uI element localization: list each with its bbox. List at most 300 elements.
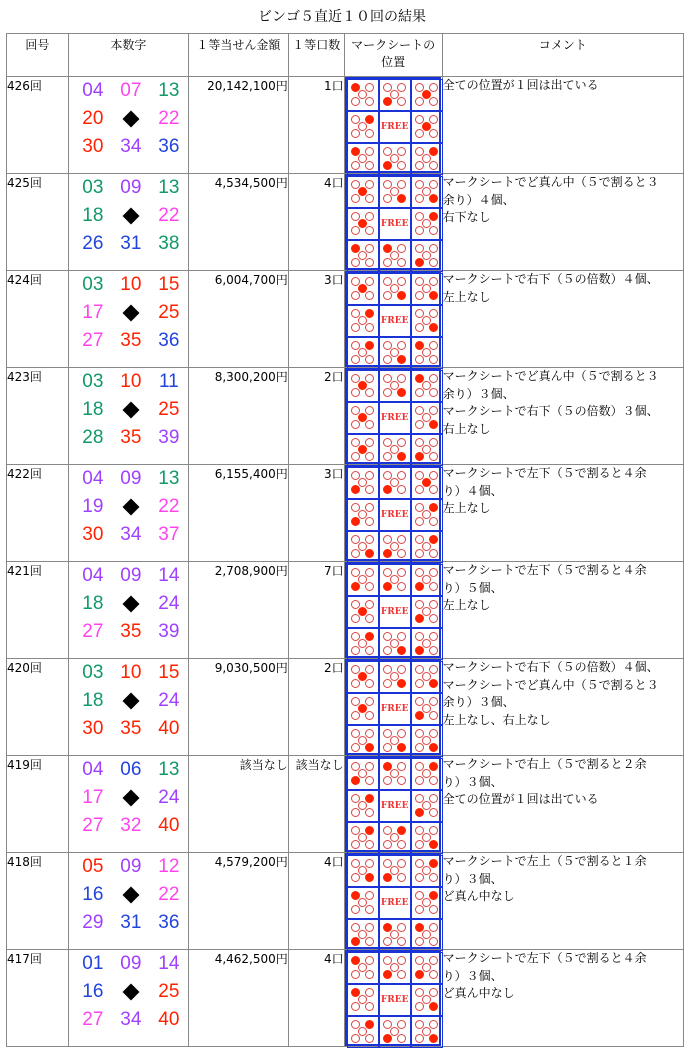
comment-cell	[442, 756, 683, 853]
mark-circle	[415, 388, 424, 397]
mark-circle	[429, 517, 438, 526]
mark-circle-center	[390, 187, 399, 196]
mark-circle-center	[390, 930, 399, 939]
comment-cell	[442, 368, 683, 465]
mark-circle	[397, 549, 406, 558]
mark-circle	[429, 582, 438, 591]
comment-line: 右上なし	[442, 421, 491, 436]
marksheet-grid	[345, 368, 441, 464]
mark-circle	[429, 549, 438, 558]
comment-line: 左上なし	[442, 598, 491, 612]
comment-line: り）５個、	[442, 580, 503, 595]
result-row	[7, 271, 684, 368]
drawn-number: 09	[120, 177, 142, 198]
mark-circle	[365, 600, 374, 609]
marksheet-grid	[345, 77, 441, 173]
mark-circle	[397, 956, 406, 965]
mark-circle	[429, 244, 438, 253]
mark-square	[347, 208, 379, 240]
drawn-number: 26	[82, 233, 104, 254]
drawn-number: 18	[82, 205, 104, 226]
mark-circle	[365, 646, 374, 655]
comment-line: マークシートで右下（５の倍数）３個、	[442, 404, 659, 418]
mark-circle	[365, 517, 374, 526]
mark-circle-center	[390, 769, 399, 778]
mark-circle-center	[422, 187, 431, 196]
mark-square	[411, 434, 443, 466]
drawn-number: 40	[158, 718, 180, 739]
mark-circle	[429, 762, 438, 771]
mark-circle-center	[390, 381, 399, 390]
mark-circle	[415, 905, 424, 914]
mark-square	[411, 790, 443, 822]
round-cell: 423回	[7, 368, 69, 465]
mark-square	[411, 240, 443, 272]
mark-circle	[351, 711, 360, 720]
free-square: FREE	[379, 887, 411, 919]
mark-square	[411, 337, 443, 369]
mark-square	[347, 273, 379, 305]
mark-circle	[365, 632, 374, 641]
mark-circle	[429, 374, 438, 383]
free-square: FREE	[379, 596, 411, 628]
mark-circle	[351, 873, 360, 882]
drawn-number: 34	[120, 524, 142, 545]
comment-line: 左上なし	[442, 501, 491, 515]
mark-circle	[365, 873, 374, 882]
mark-circle	[429, 840, 438, 849]
mark-square	[347, 855, 379, 887]
winner-count-cell: 該当なし	[288, 756, 344, 853]
drawn-number: 27	[82, 1009, 104, 1030]
prize-cell: 2,708,900円	[188, 562, 288, 659]
mark-circle	[365, 549, 374, 558]
mark-circle	[365, 97, 374, 106]
free-square: FREE	[379, 984, 411, 1016]
mark-circle	[365, 808, 374, 817]
mark-circle	[429, 891, 438, 900]
mark-circle	[365, 406, 374, 415]
comment-line: マークシートで左下（５で割ると４余	[442, 951, 647, 965]
comment-line: 余り）４個、	[442, 192, 515, 207]
mark-circle	[429, 194, 438, 203]
marksheet-grid	[345, 465, 441, 561]
mark-circle	[383, 355, 392, 364]
mark-circle-center	[422, 575, 431, 584]
marksheet-cell	[344, 368, 442, 465]
mark-circle	[365, 891, 374, 900]
mark-circle	[351, 129, 360, 138]
marksheet-cell	[344, 77, 442, 174]
drawn-number: 10	[120, 371, 142, 392]
mark-circle	[365, 212, 374, 221]
mark-circle-center	[422, 930, 431, 939]
winner-count-cell: 4口	[288, 174, 344, 271]
mark-circle-center	[390, 542, 399, 551]
mark-circle-center	[390, 90, 399, 99]
mark-circle-center	[358, 90, 367, 99]
mark-circle	[415, 840, 424, 849]
mark-circle	[351, 776, 360, 785]
drawn-number: 27	[82, 815, 104, 836]
mark-circle-center	[422, 381, 431, 390]
marksheet-cell	[344, 174, 442, 271]
mark-circle	[397, 859, 406, 868]
mark-circle	[365, 859, 374, 868]
mark-circle	[429, 697, 438, 706]
mark-circle	[429, 956, 438, 965]
mark-circle	[383, 776, 392, 785]
mark-circle	[397, 194, 406, 203]
mark-circle	[429, 212, 438, 221]
mark-circle-center	[358, 219, 367, 228]
free-square: FREE	[379, 693, 411, 725]
mark-circle	[397, 97, 406, 106]
mark-circle	[351, 226, 360, 235]
mark-circle	[365, 161, 374, 170]
marksheet-grid	[345, 659, 441, 755]
mark-circle	[415, 614, 424, 623]
mark-circle	[415, 258, 424, 267]
mark-circle	[415, 129, 424, 138]
comment-line: ど真ん中なし	[442, 889, 515, 903]
mark-circle	[415, 937, 424, 946]
comment-line: マークシートで左下（５で割ると４余	[442, 466, 647, 480]
mark-square	[379, 628, 411, 660]
result-row	[7, 562, 684, 659]
mark-circle	[365, 840, 374, 849]
mark-circle	[383, 194, 392, 203]
mark-circle	[397, 679, 406, 688]
comment-line: 余り）３個、	[442, 695, 515, 709]
mark-square	[379, 661, 411, 693]
mark-circle	[365, 582, 374, 591]
mark-square	[347, 531, 379, 563]
mark-circle-center	[422, 445, 431, 454]
free-square: FREE	[379, 790, 411, 822]
prize-cell: 4,462,500円	[188, 950, 288, 1047]
mark-circle	[429, 679, 438, 688]
result-row	[7, 77, 684, 174]
drawn-number: 36	[158, 136, 180, 157]
mark-circle	[351, 1034, 360, 1043]
header-round: 回号	[7, 34, 69, 77]
drawn-number: 25	[158, 399, 180, 420]
mark-square	[411, 499, 443, 531]
numbers-cell	[68, 465, 188, 562]
mark-square	[347, 434, 379, 466]
drawn-number: 18	[82, 593, 104, 614]
mark-circle	[429, 905, 438, 914]
mark-circle	[429, 826, 438, 835]
mark-circle	[397, 485, 406, 494]
mark-circle-center	[358, 251, 367, 260]
mark-circle	[397, 83, 406, 92]
drawn-number: 14	[158, 565, 180, 586]
prize-cell: 6,155,400円	[188, 465, 288, 562]
mark-square	[411, 370, 443, 402]
drawn-number: 09	[120, 565, 142, 586]
mark-circle	[351, 323, 360, 332]
drawn-number: 29	[82, 912, 104, 933]
mark-circle	[429, 147, 438, 156]
drawn-number: 18	[82, 690, 104, 711]
mark-circle	[351, 549, 360, 558]
mark-circle	[429, 859, 438, 868]
mark-circle	[351, 97, 360, 106]
mark-circle-center	[422, 607, 431, 616]
mark-square	[347, 596, 379, 628]
marksheet-cell	[344, 756, 442, 853]
mark-circle	[383, 840, 392, 849]
mark-square	[347, 952, 379, 984]
mark-circle	[415, 194, 424, 203]
result-row	[7, 368, 684, 465]
mark-square	[379, 370, 411, 402]
marksheet-grid	[345, 271, 441, 367]
mark-square	[379, 564, 411, 596]
mark-circle-center	[422, 769, 431, 778]
numbers-cell	[68, 77, 188, 174]
mark-circle	[415, 776, 424, 785]
mark-square	[347, 887, 379, 919]
mark-circle-center	[358, 930, 367, 939]
mark-circle	[365, 388, 374, 397]
mark-square	[411, 305, 443, 337]
mark-circle	[397, 729, 406, 738]
mark-circle	[397, 161, 406, 170]
drawn-number: 03	[82, 177, 104, 198]
mark-circle	[429, 309, 438, 318]
mark-circle	[415, 582, 424, 591]
mark-circle-center	[390, 963, 399, 972]
mark-circle	[383, 937, 392, 946]
free-diamond-icon	[112, 978, 150, 1006]
comment-line: マークシートで左上（５で割ると１余	[442, 854, 647, 868]
mark-square	[347, 305, 379, 337]
mark-square	[379, 79, 411, 111]
mark-circle	[397, 388, 406, 397]
mark-circle	[397, 840, 406, 849]
mark-circle-center	[358, 704, 367, 713]
marksheet-cell	[344, 659, 442, 756]
mark-circle	[397, 471, 406, 480]
mark-circle-center	[422, 801, 431, 810]
mark-circle	[383, 97, 392, 106]
mark-circle	[429, 711, 438, 720]
mark-circle-center	[422, 898, 431, 907]
comment-line: り）３個、	[442, 871, 503, 886]
marksheet-cell	[344, 465, 442, 562]
mark-square	[379, 855, 411, 887]
mark-square	[347, 467, 379, 499]
drawn-number: 07	[120, 80, 142, 101]
drawn-number: 16	[82, 884, 104, 905]
mark-circle	[383, 291, 392, 300]
drawn-number: 16	[82, 981, 104, 1002]
comment-line: り）４個、	[442, 483, 503, 498]
mark-circle	[365, 147, 374, 156]
mark-circle	[397, 646, 406, 655]
mark-circle-center	[390, 866, 399, 875]
marksheet-grid	[345, 756, 441, 852]
drawn-number: 25	[158, 302, 180, 323]
numbers-cell	[68, 562, 188, 659]
drawn-number: 36	[158, 912, 180, 933]
mark-circle-center	[390, 639, 399, 648]
mark-circle-center	[422, 639, 431, 648]
mark-circle	[415, 452, 424, 461]
mark-circle-center	[358, 575, 367, 584]
mark-circle	[365, 355, 374, 364]
mark-circle	[429, 568, 438, 577]
mark-circle	[397, 341, 406, 350]
mark-circle-center	[422, 736, 431, 745]
mark-circle	[397, 1034, 406, 1043]
drawn-number: 28	[82, 427, 104, 448]
mark-circle	[397, 438, 406, 447]
prize-cell: 6,004,700円	[188, 271, 288, 368]
mark-circle	[365, 711, 374, 720]
drawn-number: 11	[159, 371, 179, 392]
mark-circle	[383, 258, 392, 267]
drawn-number: 30	[82, 718, 104, 739]
mark-circle-center	[358, 187, 367, 196]
mark-square	[411, 887, 443, 919]
mark-circle	[351, 452, 360, 461]
result-row	[7, 853, 684, 950]
mark-circle	[351, 937, 360, 946]
drawn-number: 30	[82, 136, 104, 157]
mark-circle-center	[422, 316, 431, 325]
numbers-cell	[68, 950, 188, 1047]
numbers-cell	[68, 756, 188, 853]
mark-square	[411, 564, 443, 596]
drawn-number: 17	[82, 302, 104, 323]
mark-circle	[397, 762, 406, 771]
mark-circle-center	[422, 478, 431, 487]
mark-circle	[397, 535, 406, 544]
mark-square	[347, 661, 379, 693]
mark-circle	[415, 355, 424, 364]
mark-square	[379, 467, 411, 499]
mark-square	[379, 822, 411, 854]
mark-circle	[429, 388, 438, 397]
drawn-number: 06	[120, 759, 142, 780]
mark-circle-center	[358, 154, 367, 163]
mark-circle	[365, 1034, 374, 1043]
mark-square	[379, 240, 411, 272]
drawn-number: 04	[82, 565, 104, 586]
mark-circle	[365, 277, 374, 286]
header-marksheet	[344, 34, 442, 77]
drawn-number: 13	[158, 759, 180, 780]
mark-circle	[383, 388, 392, 397]
mark-circle	[429, 600, 438, 609]
mark-circle	[365, 679, 374, 688]
mark-circle	[429, 665, 438, 674]
marksheet-cell	[344, 853, 442, 950]
comment-cell	[442, 465, 683, 562]
mark-square	[347, 240, 379, 272]
mark-circle	[383, 549, 392, 558]
mark-square	[347, 143, 379, 175]
comment-line: ど真ん中なし	[442, 986, 515, 1000]
mark-circle-center	[358, 381, 367, 390]
mark-circle	[397, 970, 406, 979]
mark-circle	[429, 161, 438, 170]
mark-circle-center	[358, 1027, 367, 1036]
drawn-number: 03	[82, 274, 104, 295]
mark-square	[347, 499, 379, 531]
mark-square	[411, 596, 443, 628]
mark-circle	[429, 614, 438, 623]
mark-circle	[397, 277, 406, 286]
mark-circle	[429, 438, 438, 447]
mark-circle	[351, 582, 360, 591]
mark-circle-center	[358, 413, 367, 422]
mark-circle-center	[358, 639, 367, 648]
prize-cell: 8,300,200円	[188, 368, 288, 465]
mark-circle	[397, 452, 406, 461]
mark-circle	[383, 646, 392, 655]
mark-circle	[415, 549, 424, 558]
mark-circle	[429, 115, 438, 124]
mark-circle	[351, 743, 360, 752]
mark-square	[347, 822, 379, 854]
mark-circle	[365, 115, 374, 124]
mark-square	[411, 984, 443, 1016]
mark-circle	[397, 1020, 406, 1029]
mark-square	[347, 79, 379, 111]
mark-circle	[429, 180, 438, 189]
drawn-number: 22	[158, 108, 180, 129]
drawn-number: 09	[120, 953, 142, 974]
mark-circle	[365, 762, 374, 771]
mark-square	[347, 725, 379, 757]
marksheet-grid	[345, 853, 441, 949]
mark-circle	[397, 632, 406, 641]
round-cell: 418回	[7, 853, 69, 950]
mark-circle	[397, 374, 406, 383]
mark-circle	[351, 808, 360, 817]
drawn-number: 40	[158, 815, 180, 836]
mark-circle	[365, 420, 374, 429]
mark-circle	[397, 743, 406, 752]
mark-circle	[415, 711, 424, 720]
mark-circle	[365, 743, 374, 752]
mark-circle	[365, 226, 374, 235]
mark-circle	[429, 83, 438, 92]
mark-circle-center	[390, 672, 399, 681]
drawn-number: 05	[82, 856, 104, 877]
drawn-number: 01	[82, 953, 104, 974]
winner-count-cell: 3口	[288, 465, 344, 562]
mark-circle	[365, 923, 374, 932]
mark-circle-center	[390, 833, 399, 842]
winner-count-cell: 2口	[288, 368, 344, 465]
mark-circle-center	[358, 769, 367, 778]
drawn-number: 27	[82, 330, 104, 351]
drawn-number: 10	[120, 274, 142, 295]
drawn-number: 31	[120, 912, 142, 933]
mark-circle	[365, 1002, 374, 1011]
mark-circle-center	[390, 575, 399, 584]
numbers-cell	[68, 659, 188, 756]
mark-circle	[365, 452, 374, 461]
mark-circle-center	[422, 995, 431, 1004]
marksheet-cell	[344, 562, 442, 659]
